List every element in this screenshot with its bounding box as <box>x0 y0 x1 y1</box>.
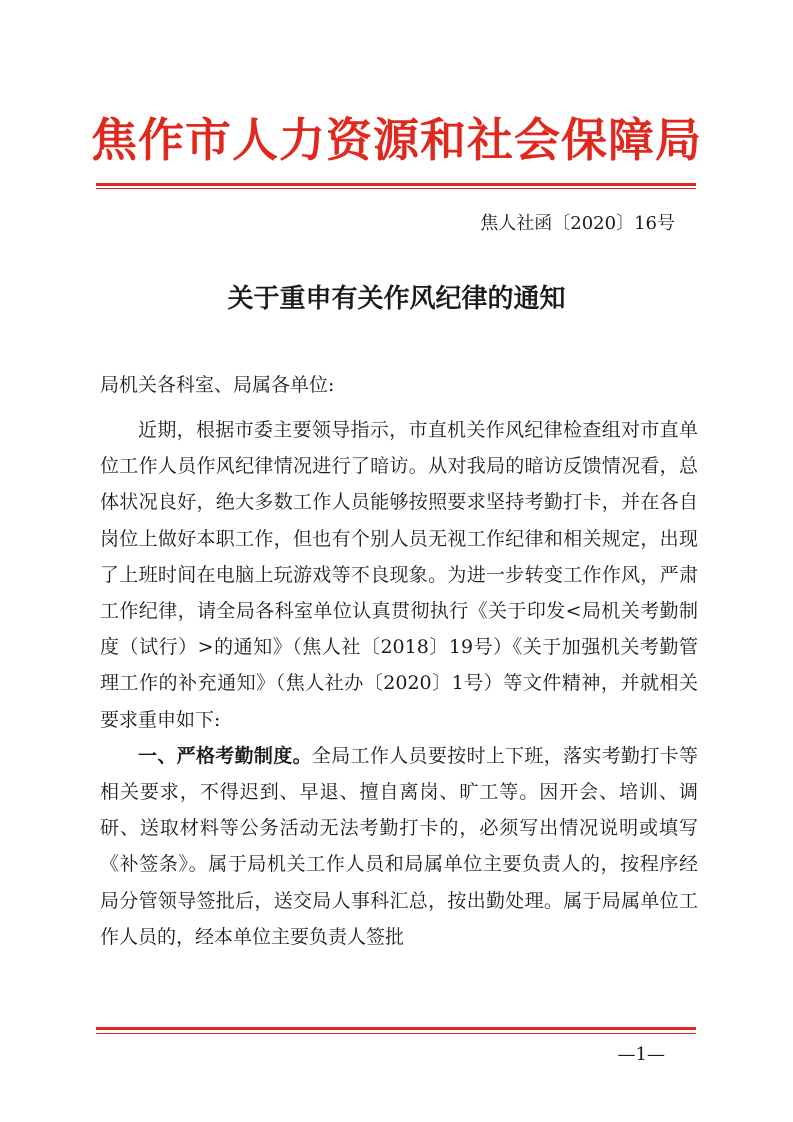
header-red-rule-thin <box>96 188 696 189</box>
footer-red-rule-thin <box>96 1033 696 1034</box>
organization-header: 焦作市人力资源和社会保障局 <box>91 113 702 167</box>
footer-red-rule <box>96 1027 696 1030</box>
page-number: —1— <box>617 1044 665 1065</box>
section-heading: 一、严格考勤制度。 <box>138 744 312 767</box>
document-body <box>100 412 698 955</box>
section-text: 全局工作人员要按时上下班，落实考勤打卡等相关要求，不得迟到、早退、擅自离岗、旷工等。因开会、培训、调研、送取材料等公务活动无法考勤打卡的，必须写出情况说明或填写《补签条》。属于局机关工作人员和局属单位主要负责人的，按程序经局分管领导签批后，送交局人事科汇总，按出勤处理。属于局属单位工作人员的，经本单位主要负责人签批 <box>100 744 698 948</box>
section-paragraph <box>100 738 698 955</box>
body-paragraph: 近期，根据市委主要领导指示，市直机关作风纪律检查组对市直单位工作人员作风纪律情况进行了暗访。从对我局的暗访反馈情况看，总体状况良好，绝大多数工作人员能够按照要求坚持考勤打卡，并在各自岗位上做好本职工作，但也有个别人员无视工作纪律和相关规定，出现了上班时间在电脑上玩游戏等不良现象。为进一步转变工作作风，严肃工作纪律，请全局各科室单位认真贯彻执行《关于印发<局机关考勤制度（试行）>的通知》（焦人社〔2018〕19号）《关于加强机关考勤管理工作的补充通知》（焦人社办〔2020〕1号）等文件精神，并就相关要求重申如下: <box>100 419 698 731</box>
header-red-rule <box>96 183 696 186</box>
document-number: 焦人社函〔2020〕16号 <box>480 213 675 234</box>
salutation: 局机关各科室、局属各单位: <box>100 374 335 396</box>
document-title: 关于重申有关作风纪律的通知 <box>227 284 566 314</box>
